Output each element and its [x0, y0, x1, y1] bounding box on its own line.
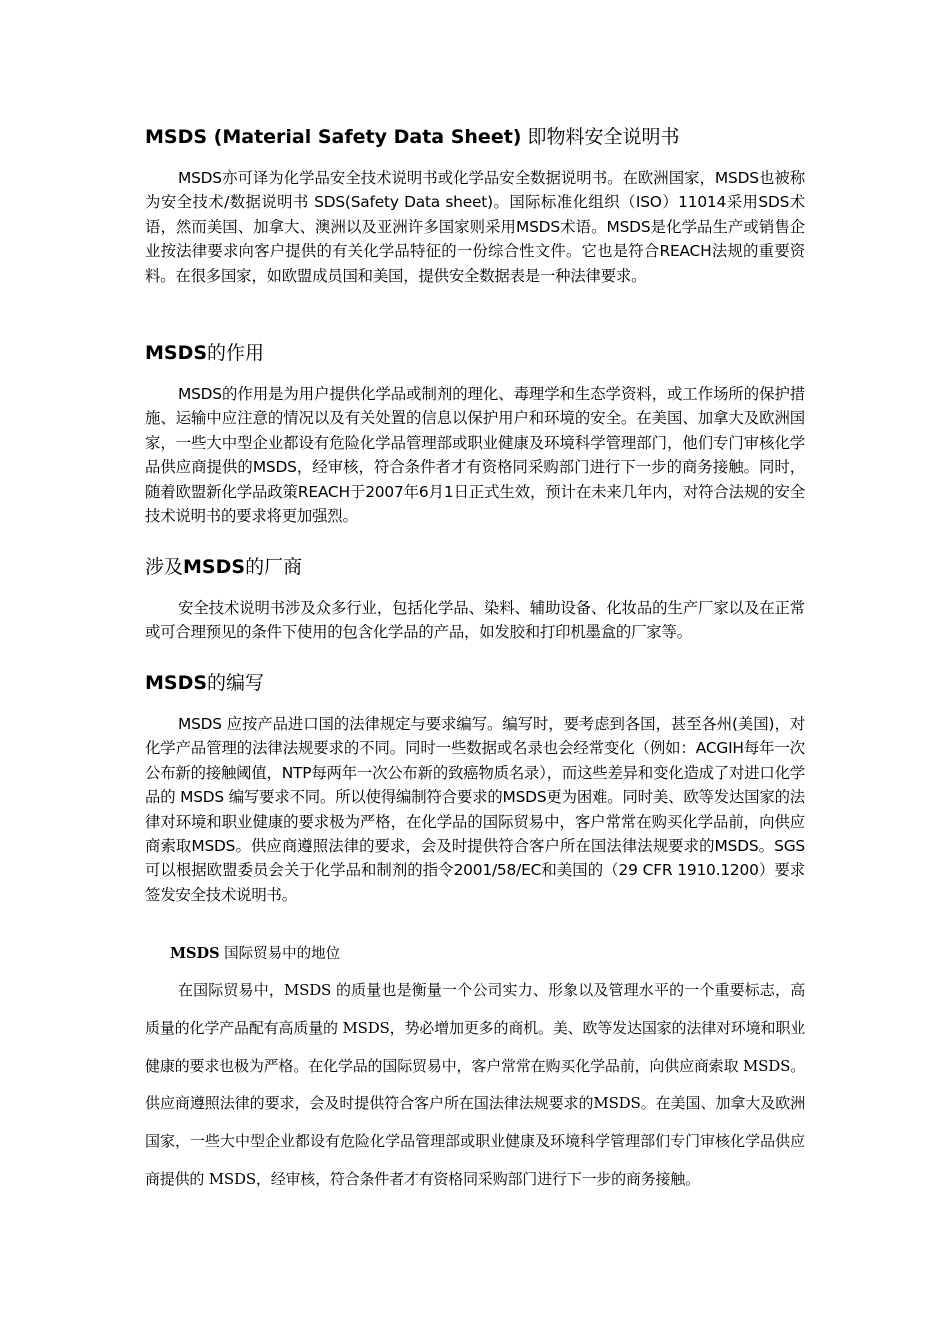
title-bold: MSDS — [145, 672, 208, 694]
title-pre: 涉及 — [145, 556, 184, 578]
title-rest: 的编写 — [207, 672, 265, 694]
paragraph-msds-manufacturers: 安全技术说明书涉及众多行业，包括化学品、染料、辅助设备、化妆品的生产厂家以及在正常或可合理预见的条件下使用的包含化学品的产品，如发胶和打印机墨盒的厂家等。 — [145, 599, 805, 642]
title-rest: 的厂商 — [245, 556, 303, 578]
title-rest: 国际贸易中的地位 — [219, 946, 341, 962]
title-bold: MSDS — [170, 945, 220, 962]
section-title-msds-definition — [145, 124, 680, 150]
title-bold: MSDS (Material Safety Data Sheet) — [145, 126, 522, 148]
section-title-msds-manufacturers — [145, 554, 302, 580]
title-rest: 的作用 — [207, 342, 265, 364]
paragraph-msds-definition: MSDS亦可译为化学品安全技术说明书或化学品安全数据说明书。在欧洲国家，MSDS也被称为安全技术/数据说明书 SDS(Safety Data sheet)。国际标准化组织（ISO）11014采用SDS术语，然而美国、加拿大、澳洲以及亚洲许多国家则采用MSDS术语。MSDS是化学品生产或销售企业按法律要求向客户提供的有关化学品特征的一份综合性文件。它也是符合REACH法规的重要资料。在很多国家，如欧盟成员国和美国，提供安全数据表是一种法律要求。 — [145, 169, 805, 285]
section-title-msds-role — [145, 340, 264, 366]
title-bold: MSDS — [183, 556, 246, 578]
paragraph-msds-role: MSDS的作用是为用户提供化学品或制剂的理化、毒理学和生态学资料，或工作场所的保护措施、运输中应注意的情况以及有关处置的信息以保护用户和环境的安全。在美国、加拿大及欧洲国家，一些大中型企业都设有危险化学品管理部或职业健康及环境科学管理部门，他们专门审核化学品供应商提供的MSDS，经审核，符合条件者才有资格同采购部门进行下一步的商务接触。同时，随着欧盟新化学品政策REACH于2007年6月1日正式生效，预计在未来几年内，对符合法规的安全技术说明书的要求将更加强烈。 — [145, 385, 805, 526]
title-rest: 即物料安全说明书 — [521, 126, 680, 148]
title-bold: MSDS — [145, 342, 208, 364]
section-title-msds-writing — [145, 670, 264, 696]
section-title-msds-trade — [170, 943, 340, 965]
paragraph-msds-trade: 在国际贸易中，MSDS 的质量也是衡量一个公司实力、形象以及管理水平的一个重要标志，高质量的化学产品配有高质量的 MSDS，势必增加更多的商机。美、欧等发达国家的法律对环境和职业健康的要求也极为严格。在化学品的国际贸易中，客户常常在购买化学品前，向供应商索取 MSDS。供应商遵照法律的要求，会及时提供符合客户所在国法律法规要求的MSDS。在美国、加拿大及欧洲国家，一些大中型企业都设有危险化学品管理部或职业健康及环境科学管理部们专门审核化学品供应商提供的 MSDS，经审核，符合条件者才有资格同采购部门进行下一步的商务接触。 — [145, 981, 805, 1188]
paragraph-msds-writing: MSDS 应按产品进口国的法律规定与要求编写。编写时，要考虑到各国，甚至各州(美国)，对化学产品管理的法律法规要求的不同。同时一些数据或名录也会经常变化（例如：ACGIH每年一次公布新的接触阈值，NTP每两年一次公布新的致癌物质名录），而这些差异和变化造成了对进口化学品的 MSDS 编写要求不同。所以使得编制符合要求的MSDS更为困难。同时美、欧等发达国家的法律对环境和职业健康的要求极为严格，在化学品的国际贸易中，客户常常在购买化学品前，向供应商索取MSDS。供应商遵照法律的要求，会及时提供符合客户所在国法律法规要求的MSDS。SGS可以根据欧盟委员会关于化学品和制剂的指令2001/58/EC和美国的（29 CFR 1910.1200）要求签发安全技术说明书。 — [145, 715, 805, 904]
